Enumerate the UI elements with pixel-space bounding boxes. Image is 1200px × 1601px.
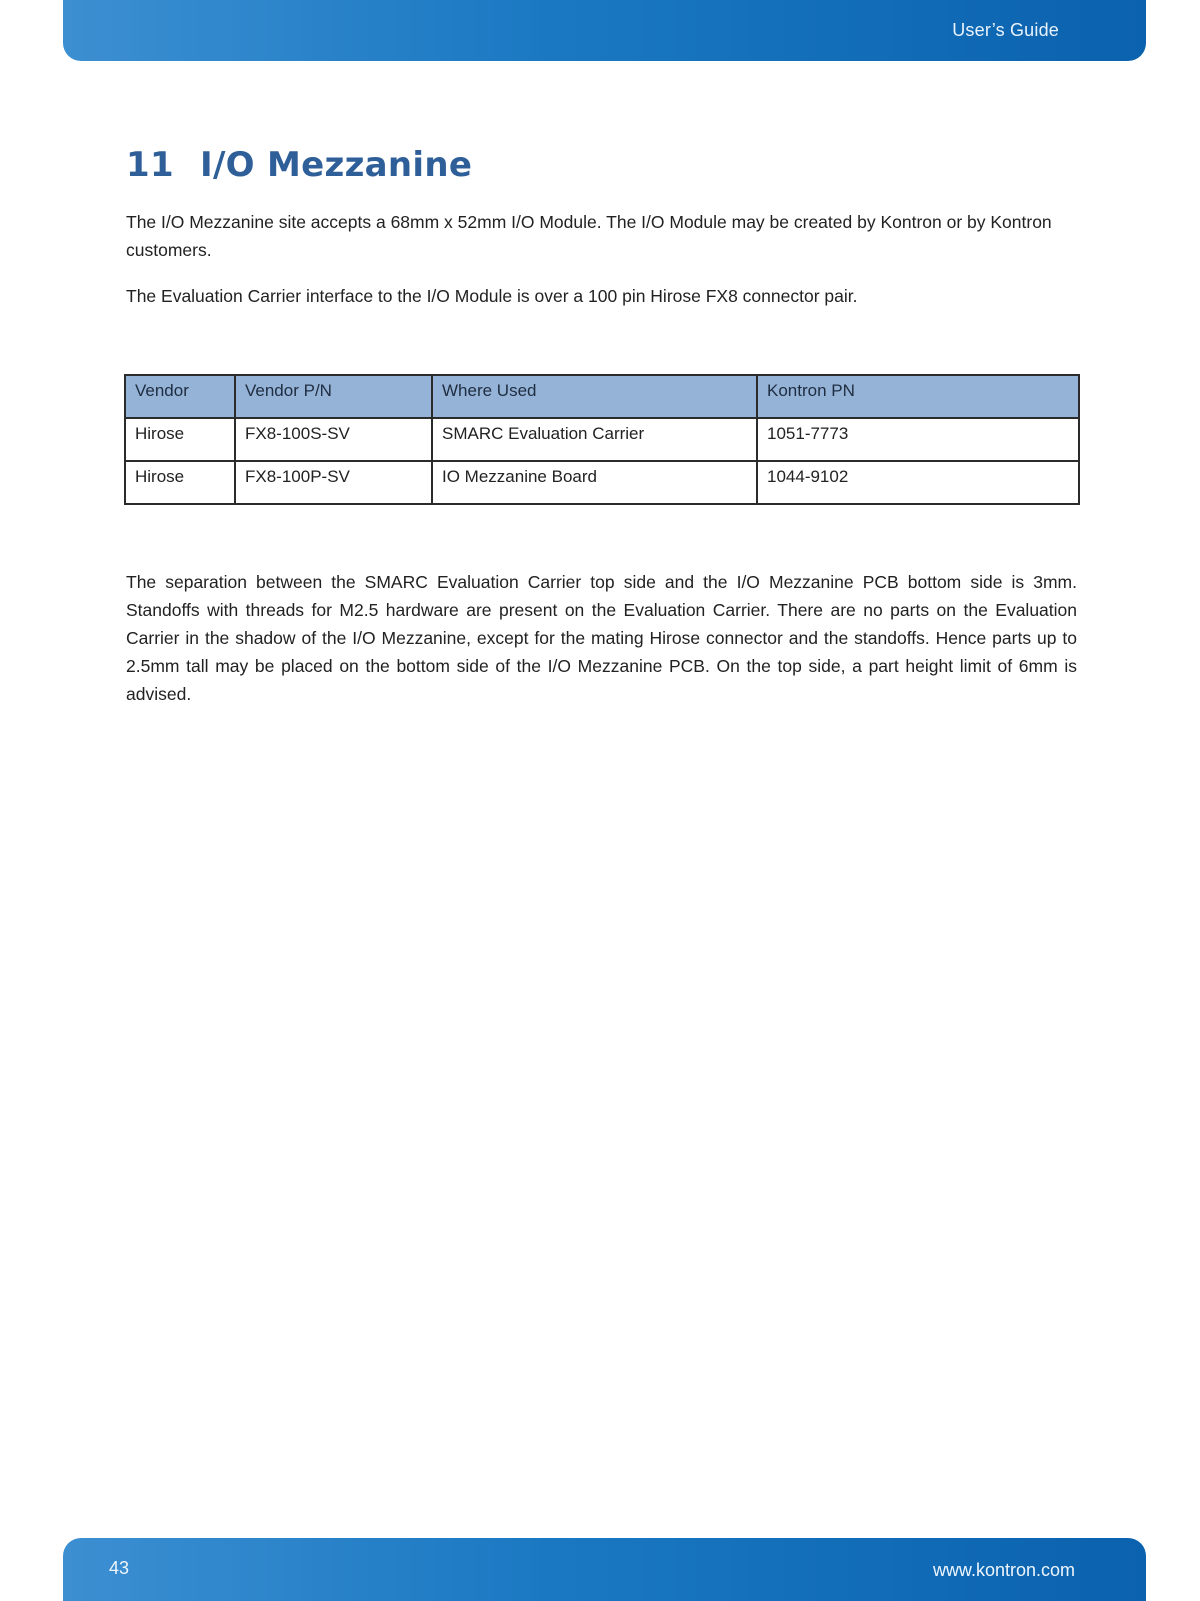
cell-where-used: SMARC Evaluation Carrier bbox=[432, 418, 757, 461]
document-title: User’s Guide bbox=[952, 20, 1059, 40]
page-number: 43 bbox=[109, 1558, 130, 1578]
section-title: I/O Mezzanine bbox=[200, 145, 473, 185]
cell-vendor: Hirose bbox=[125, 418, 235, 461]
connector-parts-table bbox=[124, 374, 1080, 505]
cell-where-used: IO Mezzanine Board bbox=[432, 461, 757, 504]
header-vendor-pn: Vendor P/N bbox=[235, 375, 432, 418]
table-header-row bbox=[125, 375, 1079, 418]
cell-vendor: Hirose bbox=[125, 461, 235, 504]
header-vendor: Vendor bbox=[125, 375, 235, 418]
header-where-used: Where Used bbox=[432, 375, 757, 418]
interface-paragraph: The Evaluation Carrier interface to the I/O Module is over a 100 pin Hirose FX8 connector pair. bbox=[126, 286, 858, 306]
separation-paragraph: The separation between the SMARC Evaluation Carrier top side and the I/O Mezzanine PCB bottom side is 3mm. Standoffs with threads for M2.5 hardware are present on the Evaluation Carrier. There are no parts on the Evaluation Carrier in the shadow of the I/O Mezzanine, except for the mating Hirose connector and the standoffs. Hence parts up to 2.5mm tall may be placed on the bottom side of the I/O Mezzanine PCB. On the top side, a part height limit of 6mm is advised. bbox=[126, 572, 1077, 704]
page-footer bbox=[63, 1538, 1146, 1601]
cell-kontron-pn: 1051-7773 bbox=[757, 418, 1079, 461]
website-link[interactable]: www.kontron.com bbox=[932, 1560, 1075, 1580]
cell-vendor-pn: FX8-100S-SV bbox=[235, 418, 432, 461]
page-header bbox=[63, 0, 1146, 61]
cell-kontron-pn: 1044-9102 bbox=[757, 461, 1079, 504]
intro-paragraph: The I/O Mezzanine site accepts a 68mm x 52mm I/O Module. The I/O Module may be created by Kontron or by Kontron customers. bbox=[126, 212, 1052, 260]
table-row bbox=[125, 461, 1079, 504]
section-heading bbox=[126, 145, 472, 185]
section-number: 11 bbox=[126, 145, 174, 185]
header-kontron-pn: Kontron PN bbox=[757, 375, 1079, 418]
table-row bbox=[125, 418, 1079, 461]
cell-vendor-pn: FX8-100P-SV bbox=[235, 461, 432, 504]
